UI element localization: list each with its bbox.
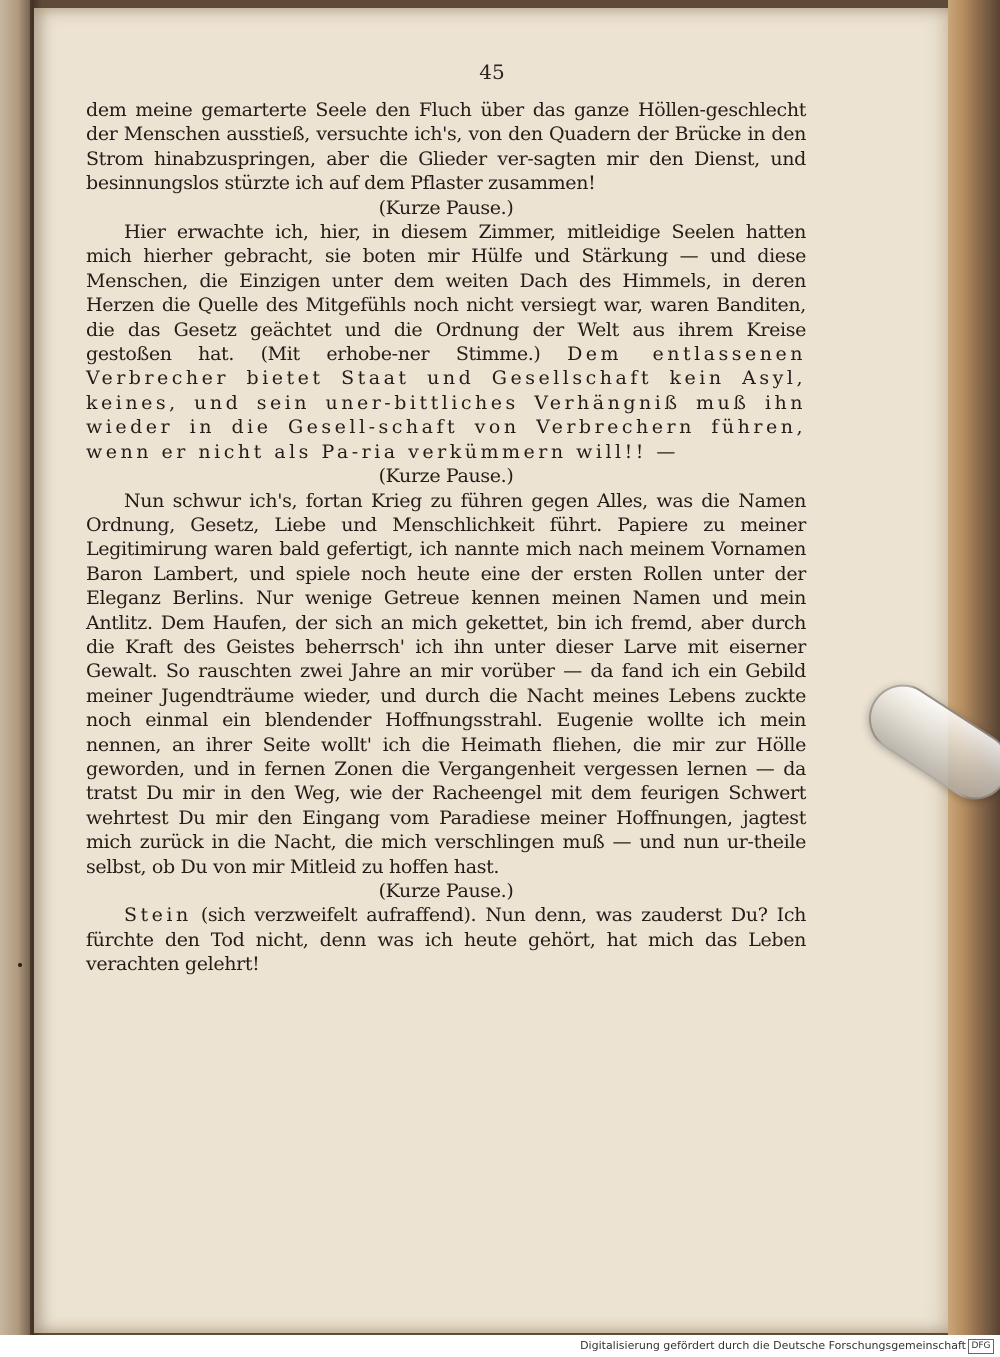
dfg-logo: DFG (968, 1339, 994, 1354)
speaker-name: Stein (124, 904, 192, 927)
paragraph-2-text: Hier erwachte ich, hier, in diesem Zimmer, mitleidige Seelen hatten mich hierher gebracht, sie boten mir Hülfe und Stärkung — und diese Menschen, die Einzigen unter dem weiten Dach des Himmels, in deren Herzen die Quelle des Mitgefühls noch nicht versiegt war, waren Banditen, die das Gesetz geächtet und die Ordnung der Welt aus ihrem Kreise gestoßen hat. (Mit erhobe-ner Stimme.) (86, 221, 806, 366)
footer-bar (0, 1335, 1000, 1357)
page-stack-edge (948, 0, 1000, 1335)
stage-direction-1: (Kurze Pause.) (378, 196, 514, 219)
page-text (86, 98, 806, 977)
paragraph-2-emphasis: Dem entlassenen Verbrecher bietet Staat und Gesellschaft kein Asyl, keines, und sein uner-bittliches Verhängniß muß ihn wieder in die Gesell-schaft von Verbrechern führen, wenn er nicht als Pa-ria verkümmern will!! — (86, 343, 806, 463)
paragraph-4 (86, 903, 806, 976)
page-number: 45 (479, 60, 505, 84)
paragraph-1: dem meine gemarterte Seele den Fluch über das ganze Höllen-geschlecht der Menschen ausstieß, versuchte ich's, von den Quadern der Brücke in den Strom hinabzuspringen, aber die Glieder ver-sagten mir den Dienst, und besinnungslos stürzte ich auf dem Pflaster zusammen! (86, 99, 806, 195)
stage-direction-2: (Kurze Pause.) (378, 465, 514, 488)
previous-page-edge (0, 0, 32, 1335)
paragraph-2 (86, 220, 806, 464)
paragraph-4-text: (sich verzweifelt aufraffend). Nun denn, was zauderst Du? Ich fürchte den Tod nicht, denn was ich heute gehört, hat mich das Leben verachten gelehrt! (86, 904, 806, 976)
stage-direction-3: (Kurze Pause.) (378, 880, 514, 902)
page-mark (18, 963, 22, 967)
funding-credit: Digitalisierung gefördert durch die Deutsche Forschungsgemeinschaft (580, 1339, 966, 1352)
paragraph-3: Nun schwur ich's, fortan Krieg zu führen gegen Alles, was die Namen Ordnung, Gesetz, Liebe und Menschlichkeit führt. Papiere zu meiner Legitimirung waren bald gefertigt, ich nannte mich nach meinem Vornamen Baron Lambert, und spiele noch heute eine der ersten Rollen unter der Eleganz Berlins. Nur wenige Getreue kennen meinen Namen und mein Antlitz. Dem Haufen, der sich an mich gekettet, bin ich fremd, aber durch die Kraft des Geistes beherrsch' ich ihn unter dieser Larve mit eiserner Gewalt. So rauschten zwei Jahre an mir vorüber — da fand ich ein Gebild meiner Jugendträume wieder, und durch die Nacht meines Lebens zuckte noch einmal ein blendender Hoffnungsstrahl. Eugenie wollte ich mein nennen, an ihrer Seite wollt' ich die Heimath fliehen, die mir zur Hölle geworden, und in fernen Zonen die Vergangenheit vergessen lernen — da tratst Du mir in den Weg, wie der Racheengel mit dem feurigen Schwert wehrtest Du mir den Eingang vom Paradiese meiner Hoffnungen, jagtest mich zurück in die Nacht, die mich verschlingen muß — und nun ur-theile selbst, ob Du von mir Mitleid zu hoffen hast. (86, 489, 806, 878)
